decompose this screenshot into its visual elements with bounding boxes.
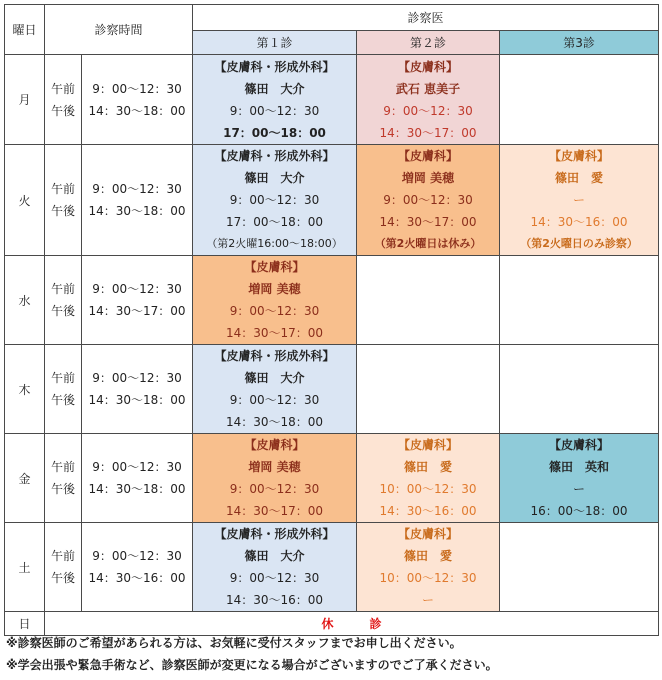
day-label: 木 — [5, 345, 45, 434]
doctor-cell-wed-3 — [500, 256, 659, 345]
doctor-cell-thu-2 — [357, 345, 500, 434]
doctor-cell-mon-3 — [500, 55, 659, 145]
row-wednesday — [5, 256, 659, 345]
note-1: ※診察医師のご希望があられる方は、お気軽に受付スタッフまでお申し出ください。 — [6, 636, 462, 650]
row-friday — [5, 434, 659, 523]
notes — [6, 632, 498, 676]
hours-cell: 9：00〜12：30 14：30〜18：00 — [82, 345, 193, 434]
day-label: 日 — [5, 612, 45, 636]
doctor-cell-sat-3 — [500, 523, 659, 612]
day-label: 水 — [5, 256, 45, 345]
doctor-cell-mon-1: 【皮膚科・形成外科】 篠田 大介 9：00〜12：30 17：00〜18：00 — [193, 55, 357, 145]
doctor-cell-wed-2 — [357, 256, 500, 345]
header-col1: 第１診 — [193, 31, 357, 55]
doctor-cell-sat-1: 【皮膚科・形成外科】 篠田 大介 9：00〜12：30 14：30〜16：00 — [193, 523, 357, 612]
ampm-cell: 午前 午後 — [45, 523, 82, 612]
doctor-cell-tue-3: 【皮膚科】 篠田 愛 ー 14：30〜16：00 （第2火曜日のみ診察） — [500, 145, 659, 256]
schedule-table — [4, 4, 659, 636]
row-thursday — [5, 345, 659, 434]
header-col2: 第２診 — [357, 31, 500, 55]
doctor-cell-mon-2: 【皮膚科】 武石 恵美子 9：00〜12：30 14：30〜17：00 — [357, 55, 500, 145]
hours-cell: 9：00〜12：30 14：30〜18：00 — [82, 55, 193, 145]
day-label: 月 — [5, 55, 45, 145]
doctor-cell-thu-3 — [500, 345, 659, 434]
hours-cell: 9：00〜12：30 14：30〜16：00 — [82, 523, 193, 612]
doctor-cell-fri-1: 【皮膚科】 増岡 美穂 9：00〜12：30 14：30〜17：00 — [193, 434, 357, 523]
ampm-cell: 午前 午後 — [45, 345, 82, 434]
doctor-cell-fri-2: 【皮膚科】 篠田 愛 10：00〜12：30 14：30〜16：00 — [357, 434, 500, 523]
doctor-cell-thu-1: 【皮膚科・形成外科】 篠田 大介 9：00〜12：30 14：30〜18：00 — [193, 345, 357, 434]
ampm-cell: 午前 午後 — [45, 256, 82, 345]
day-label: 土 — [5, 523, 45, 612]
header-col3: 第3診 — [500, 31, 659, 55]
row-monday — [5, 55, 659, 145]
ampm-cell: 午前 午後 — [45, 434, 82, 523]
hours-cell: 9：00〜12：30 14：30〜17：00 — [82, 256, 193, 345]
ampm-cell: 午前 午後 — [45, 55, 82, 145]
header-hours: 診察時間 — [45, 5, 193, 55]
day-label: 金 — [5, 434, 45, 523]
doctor-cell-fri-3: 【皮膚科】 篠田 英和 ー 16：00〜18：00 — [500, 434, 659, 523]
doctor-cell-wed-1: 【皮膚科】 増岡 美穂 9：00〜12：30 14：30〜17：00 — [193, 256, 357, 345]
row-tuesday — [5, 145, 659, 256]
header-day: 曜日 — [5, 5, 45, 55]
header-doctors: 診察医 — [193, 5, 659, 31]
ampm-cell: 午前 午後 — [45, 145, 82, 256]
hours-cell: 9：00〜12：30 14：30〜18：00 — [82, 434, 193, 523]
closed-label: 休 診 — [321, 617, 382, 631]
doctor-cell-sat-2: 【皮膚科】 篠田 愛 10：00〜12：30 ー — [357, 523, 500, 612]
hours-cell: 9：00〜12：30 14：30〜18：00 — [82, 145, 193, 256]
row-saturday — [5, 523, 659, 612]
doctor-cell-tue-2: 【皮膚科】 増岡 美穂 9：00〜12：30 14：30〜17：00 （第2火曜日は休み） — [357, 145, 500, 256]
day-label: 火 — [5, 145, 45, 256]
note-2: ※学会出張や緊急手術など、診察医師が変更になる場合がございますのでご了承ください。 — [6, 658, 498, 672]
doctor-cell-tue-1: 【皮膚科・形成外科】 篠田 大介 9：00〜12：30 17：00〜18：00 （第2火曜16:00〜18:00） — [193, 145, 357, 256]
